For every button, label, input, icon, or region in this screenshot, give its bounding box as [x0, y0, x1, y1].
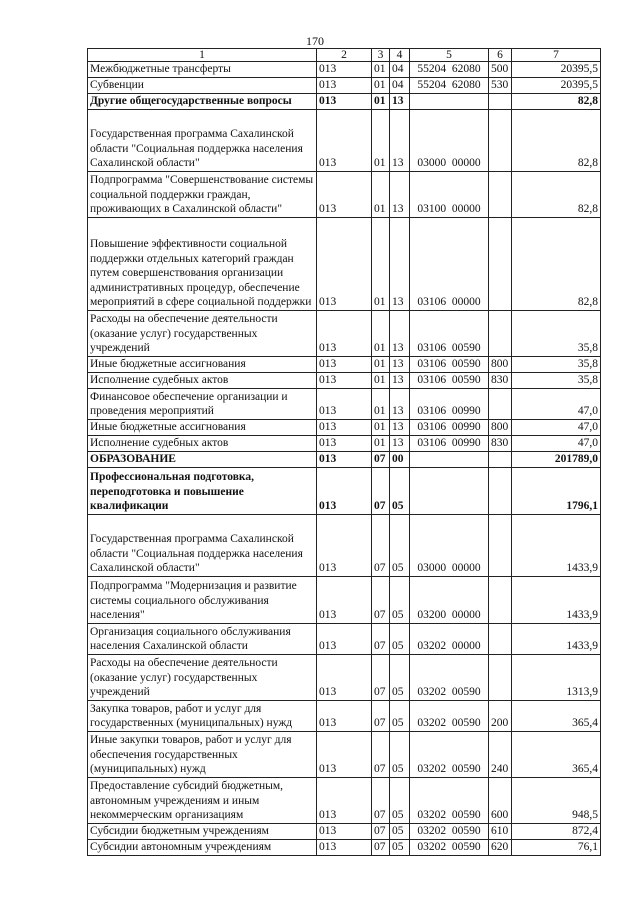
row-label: Субвенции — [88, 78, 317, 94]
section-code: 01 — [372, 389, 390, 420]
table-row — [88, 218, 601, 311]
expense-type-code — [489, 311, 512, 357]
grbs-code: 013 — [317, 78, 372, 94]
expense-type-code — [489, 515, 512, 577]
subsection-code: 05 — [390, 701, 410, 732]
section-code: 01 — [372, 172, 390, 218]
section-code: 07 — [372, 515, 390, 577]
subsection-code: 05 — [390, 577, 410, 624]
target-article-code — [410, 94, 489, 110]
table-row — [88, 62, 601, 78]
subsection-code: 04 — [390, 62, 410, 78]
section-code: 07 — [372, 624, 390, 655]
table-row — [88, 468, 601, 515]
expense-type-code: 800 — [489, 420, 512, 436]
expense-type-code — [489, 389, 512, 420]
target-article-code: 03106 00590 — [410, 311, 489, 357]
amount-value: 1433,9 — [512, 624, 601, 655]
table-row — [88, 94, 601, 110]
table-row — [88, 436, 601, 452]
expense-type-code: 200 — [489, 701, 512, 732]
section-code: 01 — [372, 436, 390, 452]
target-article-code: 03100 00000 — [410, 172, 489, 218]
row-label: Межбюджетные трансферты — [88, 62, 317, 78]
amount-value: 20395,5 — [512, 78, 601, 94]
subsection-code: 13 — [390, 110, 410, 172]
table-row — [88, 577, 601, 624]
grbs-code: 013 — [317, 218, 372, 311]
section-code: 01 — [372, 311, 390, 357]
amount-value: 201789,0 — [512, 452, 601, 468]
table-row — [88, 624, 601, 655]
table-row — [88, 824, 601, 840]
row-label: Иные бюджетные ассигнования — [88, 357, 317, 373]
row-label: Другие общегосударственные вопросы — [88, 94, 317, 110]
table-row — [88, 515, 601, 577]
section-code: 07 — [372, 824, 390, 840]
grbs-code: 013 — [317, 840, 372, 856]
grbs-code: 013 — [317, 172, 372, 218]
expense-type-code: 600 — [489, 778, 512, 824]
subsection-code: 13 — [390, 218, 410, 311]
amount-value: 365,4 — [512, 732, 601, 778]
expense-type-code: 500 — [489, 62, 512, 78]
amount-value: 76,1 — [512, 840, 601, 856]
column-header: 5 — [410, 49, 489, 62]
grbs-code: 013 — [317, 420, 372, 436]
expense-type-code: 830 — [489, 436, 512, 452]
grbs-code: 013 — [317, 701, 372, 732]
column-header: 3 — [372, 49, 390, 62]
section-code: 01 — [372, 94, 390, 110]
grbs-code: 013 — [317, 778, 372, 824]
amount-value: 365,4 — [512, 701, 601, 732]
row-label: Иные бюджетные ассигнования — [88, 420, 317, 436]
table-row — [88, 420, 601, 436]
grbs-code: 013 — [317, 624, 372, 655]
grbs-code: 013 — [317, 732, 372, 778]
table-row — [88, 778, 601, 824]
amount-value: 20395,5 — [512, 62, 601, 78]
table-row — [88, 172, 601, 218]
section-code: 07 — [372, 468, 390, 515]
expense-type-code — [489, 624, 512, 655]
row-label: Предоставление субсидий бюджетным, автономным учреждениям и иным некоммерческим организациям — [88, 778, 317, 824]
target-article-code — [410, 468, 489, 515]
subsection-code: 00 — [390, 452, 410, 468]
section-code: 07 — [372, 778, 390, 824]
target-article-code: 03106 00990 — [410, 420, 489, 436]
row-label: Подпрограмма "Совершенствование системы социальной поддержки граждан, проживающих в Сахалинской области" — [88, 172, 317, 218]
table-row — [88, 701, 601, 732]
section-code: 01 — [372, 373, 390, 389]
subsection-code: 13 — [390, 94, 410, 110]
target-article-code: 03000 00000 — [410, 515, 489, 577]
section-code: 07 — [372, 840, 390, 856]
subsection-code: 13 — [390, 420, 410, 436]
row-label: Организация социального обслуживания населения Сахалинской области — [88, 624, 317, 655]
grbs-code: 013 — [317, 577, 372, 624]
subsection-code: 13 — [390, 357, 410, 373]
subsection-code: 04 — [390, 78, 410, 94]
target-article-code: 03202 00590 — [410, 778, 489, 824]
grbs-code: 013 — [317, 468, 372, 515]
target-article-code: 03202 00000 — [410, 624, 489, 655]
target-article-code: 03000 00000 — [410, 110, 489, 172]
target-article-code: 03106 00990 — [410, 389, 489, 420]
target-article-code: 03202 00590 — [410, 840, 489, 856]
section-code: 01 — [372, 62, 390, 78]
expense-type-code: 830 — [489, 373, 512, 389]
table-row — [88, 373, 601, 389]
grbs-code: 013 — [317, 389, 372, 420]
grbs-code: 013 — [317, 110, 372, 172]
row-label: Исполнение судебных актов — [88, 436, 317, 452]
target-article-code: 03106 00990 — [410, 436, 489, 452]
expense-type-code — [489, 172, 512, 218]
target-article-code: 03202 00590 — [410, 824, 489, 840]
expense-type-code — [489, 218, 512, 311]
amount-value: 872,4 — [512, 824, 601, 840]
section-code: 01 — [372, 110, 390, 172]
grbs-code: 013 — [317, 357, 372, 373]
table-row — [88, 311, 601, 357]
grbs-code: 013 — [317, 311, 372, 357]
section-code: 07 — [372, 577, 390, 624]
section-code: 01 — [372, 218, 390, 311]
grbs-code: 013 — [317, 94, 372, 110]
expense-type-code — [489, 577, 512, 624]
amount-value: 82,8 — [512, 94, 601, 110]
target-article-code: 03202 00590 — [410, 701, 489, 732]
subsection-code: 13 — [390, 389, 410, 420]
section-code: 07 — [372, 452, 390, 468]
amount-value: 47,0 — [512, 389, 601, 420]
amount-value: 35,8 — [512, 373, 601, 389]
table-row — [88, 840, 601, 856]
subsection-code: 05 — [390, 840, 410, 856]
expense-type-code — [489, 94, 512, 110]
row-label: Закупка товаров, работ и услуг для государственных (муниципальных) нужд — [88, 701, 317, 732]
subsection-code: 05 — [390, 732, 410, 778]
row-label: Государственная программа Сахалинской области "Социальная поддержка населения Сахалинской области" — [88, 515, 317, 577]
amount-value: 948,5 — [512, 778, 601, 824]
target-article-code: 03106 00590 — [410, 357, 489, 373]
row-label: Субсидии бюджетным учреждениям — [88, 824, 317, 840]
table-row — [88, 389, 601, 420]
subsection-code: 13 — [390, 311, 410, 357]
subsection-code: 13 — [390, 436, 410, 452]
column-header: 2 — [317, 49, 372, 62]
amount-value: 1433,9 — [512, 515, 601, 577]
expense-type-code — [489, 468, 512, 515]
column-header: 7 — [512, 49, 601, 62]
grbs-code: 013 — [317, 515, 372, 577]
table-row — [88, 732, 601, 778]
table-row — [88, 452, 601, 468]
table-row — [88, 78, 601, 94]
grbs-code: 013 — [317, 824, 372, 840]
amount-value: 1433,9 — [512, 577, 601, 624]
amount-value: 1313,9 — [512, 655, 601, 701]
section-code: 01 — [372, 78, 390, 94]
section-code: 07 — [372, 732, 390, 778]
table-row — [88, 655, 601, 701]
target-article-code: 03106 00000 — [410, 218, 489, 311]
amount-value: 47,0 — [512, 420, 601, 436]
target-article-code — [410, 452, 489, 468]
subsection-code: 05 — [390, 778, 410, 824]
table-header-row — [88, 49, 601, 62]
table-row — [88, 357, 601, 373]
amount-value: 1796,1 — [512, 468, 601, 515]
row-label: Финансовое обеспечение организации и проведения мероприятий — [88, 389, 317, 420]
row-label: Профессиональная подготовка, переподготовка и повышение квалификации — [88, 468, 317, 515]
subsection-code: 05 — [390, 824, 410, 840]
row-label: Расходы на обеспечение деятельности (оказание услуг) государственных учреждений — [88, 311, 317, 357]
amount-value: 35,8 — [512, 357, 601, 373]
target-article-code: 55204 62080 — [410, 62, 489, 78]
subsection-code: 05 — [390, 655, 410, 701]
amount-value: 82,8 — [512, 110, 601, 172]
section-code: 07 — [372, 655, 390, 701]
target-article-code: 03202 00590 — [410, 732, 489, 778]
subsection-code: 05 — [390, 468, 410, 515]
expense-type-code — [489, 452, 512, 468]
amount-value: 82,8 — [512, 172, 601, 218]
subsection-code: 13 — [390, 172, 410, 218]
amount-value: 47,0 — [512, 436, 601, 452]
grbs-code: 013 — [317, 452, 372, 468]
expense-type-code: 530 — [489, 78, 512, 94]
section-code: 01 — [372, 357, 390, 373]
target-article-code: 03202 00590 — [410, 655, 489, 701]
target-article-code: 55204 62080 — [410, 78, 489, 94]
amount-value: 35,8 — [512, 311, 601, 357]
row-label: ОБРАЗОВАНИЕ — [88, 452, 317, 468]
expense-type-code — [489, 655, 512, 701]
grbs-code: 013 — [317, 373, 372, 389]
expense-type-code: 610 — [489, 824, 512, 840]
row-label: Исполнение судебных актов — [88, 373, 317, 389]
table-row — [88, 110, 601, 172]
expense-type-code: 620 — [489, 840, 512, 856]
row-label: Расходы на обеспечение деятельности (оказание услуг) государственных учреждений — [88, 655, 317, 701]
grbs-code: 013 — [317, 655, 372, 701]
target-article-code: 03106 00590 — [410, 373, 489, 389]
subsection-code: 05 — [390, 624, 410, 655]
expense-type-code — [489, 110, 512, 172]
column-header: 6 — [489, 49, 512, 62]
section-code: 01 — [372, 420, 390, 436]
row-label: Государственная программа Сахалинской области "Социальная поддержка населения Сахалинской области" — [88, 110, 317, 172]
grbs-code: 013 — [317, 436, 372, 452]
section-code: 07 — [372, 701, 390, 732]
column-header: 1 — [88, 49, 317, 62]
expense-type-code: 240 — [489, 732, 512, 778]
row-label: Субсидии автономным учреждениям — [88, 840, 317, 856]
row-label: Подпрограмма "Модернизация и развитие системы социального обслуживания населения" — [88, 577, 317, 624]
subsection-code: 13 — [390, 373, 410, 389]
row-label: Повышение эффективности социальной поддержки отдельных категорий граждан путем совершенствования организации административных процедур, обеспечение мероприятий в сфере социальной поддержки — [88, 218, 317, 311]
column-header: 4 — [390, 49, 410, 62]
target-article-code: 03200 00000 — [410, 577, 489, 624]
subsection-code: 05 — [390, 515, 410, 577]
page-number: 170 — [306, 34, 324, 48]
grbs-code: 013 — [317, 62, 372, 78]
expense-type-code: 800 — [489, 357, 512, 373]
row-label: Иные закупки товаров, работ и услуг для обеспечения государственных (муниципальных) нужд — [88, 732, 317, 778]
amount-value: 82,8 — [512, 218, 601, 311]
budget-table — [87, 48, 601, 856]
